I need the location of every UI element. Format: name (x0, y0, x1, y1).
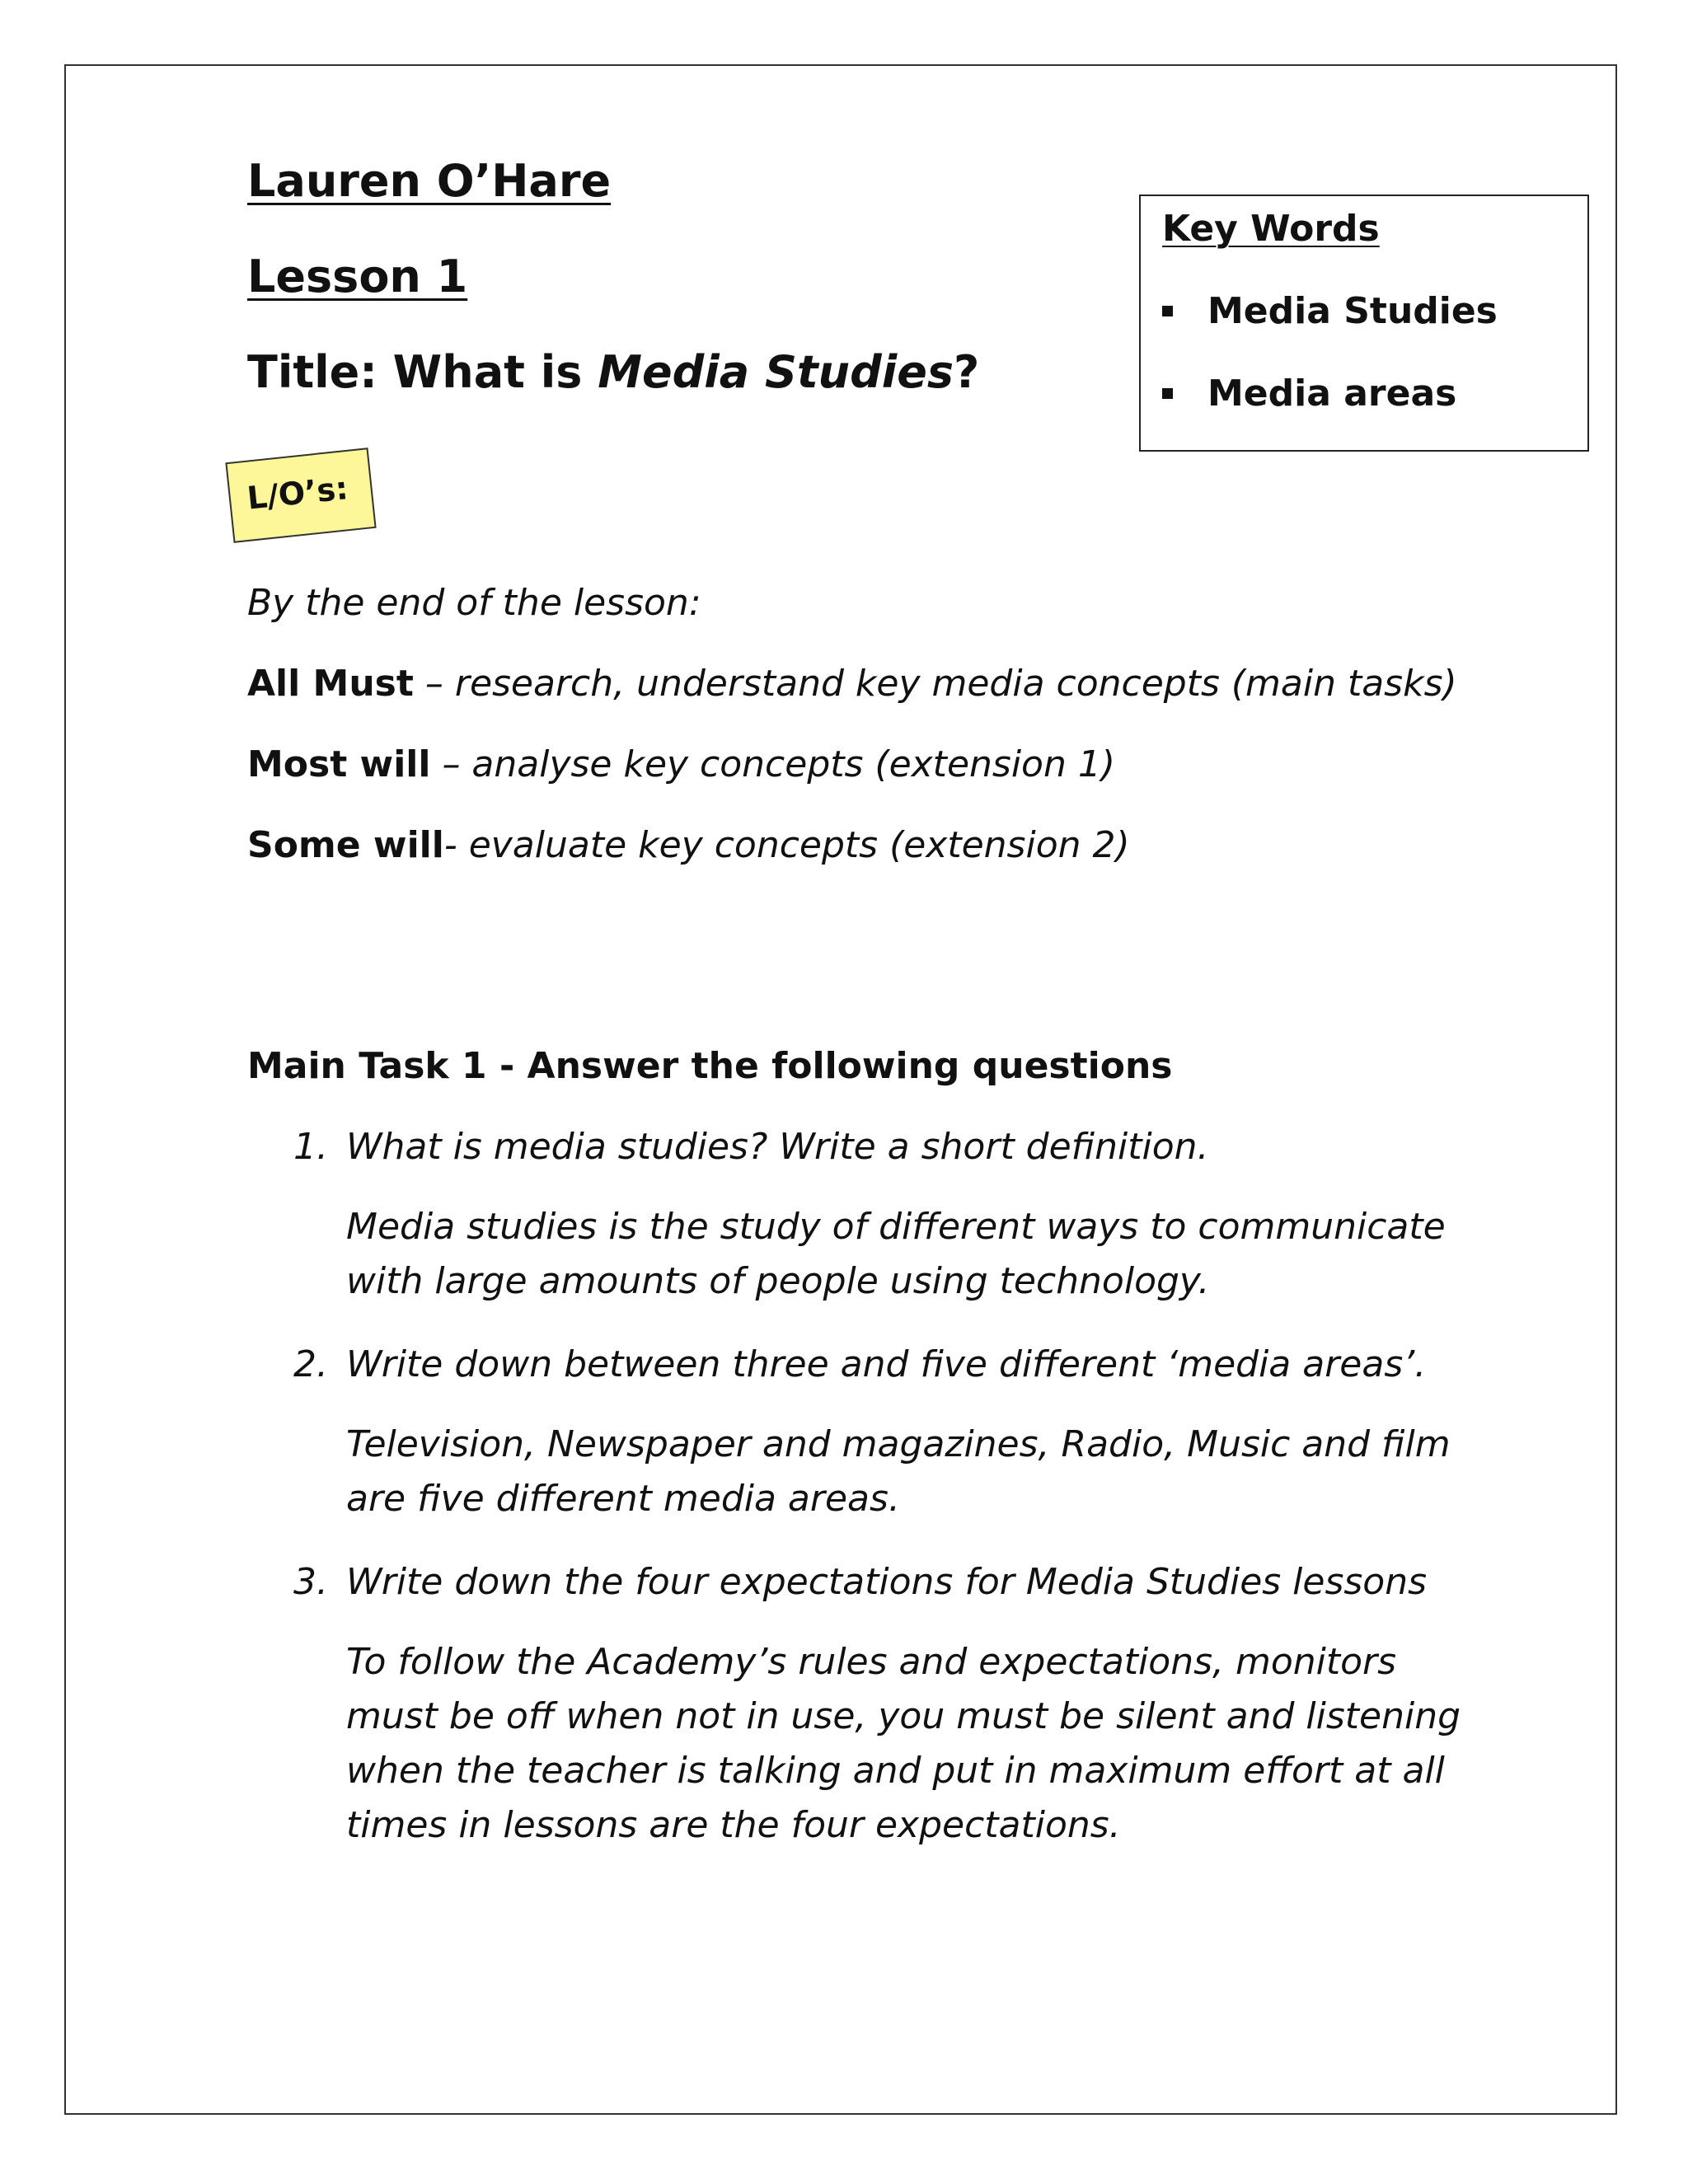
objective-lead: Most will (247, 743, 431, 785)
question-number: 2. (293, 1343, 328, 1385)
objective-text: – research, understand key media concepts (main tasks) (413, 663, 1457, 705)
square-bullet-icon (1162, 306, 1173, 316)
objectives-intro: By the end of the lesson: (247, 582, 701, 624)
objective-text: – analyse key concepts (extension 1) (430, 743, 1115, 785)
main-task-heading: Main Task 1 - Answer the following questions (247, 1045, 1173, 1087)
question-text: Write down the four expectations for Media Studies lessons (346, 1561, 1428, 1603)
key-word-text: Media Studies (1207, 290, 1498, 332)
question-number: 1. (293, 1126, 328, 1168)
answer-line: Media studies is the study of different ways to communicate (346, 1206, 1446, 1248)
question-text: What is media studies? Write a short definition. (346, 1126, 1209, 1168)
student-name: Lauren O’Hare (247, 155, 612, 207)
key-words-box (1139, 194, 1589, 452)
answer-line: times in lessons are the four expectations. (346, 1804, 1121, 1846)
objective-text: - evaluate key concepts (extension 2) (443, 824, 1130, 866)
answer-text (346, 1200, 1517, 1309)
question-text: Write down between three and five different ‘media areas’. (346, 1343, 1427, 1385)
lesson-number: Lesson 1 (247, 251, 468, 302)
question-number: 3. (293, 1561, 328, 1603)
learning-objectives-sticky-note (225, 448, 376, 543)
answer-line: with large amounts of people using technology. (346, 1260, 1210, 1302)
key-word-item (1162, 373, 1456, 415)
objective-lead: Some will (247, 824, 444, 866)
answer-text (346, 1418, 1517, 1526)
objective-line (247, 743, 1115, 785)
objective-lead: All Must (247, 663, 414, 705)
title-suffix: ? (954, 346, 980, 398)
square-bullet-icon (1162, 388, 1173, 399)
objective-line (247, 663, 1457, 705)
lesson-title (247, 346, 979, 398)
objective-line (247, 824, 1130, 866)
answer-text (346, 1635, 1517, 1853)
answer-line: are five different media areas. (346, 1478, 900, 1520)
sticky-note-label: L/O’s: (245, 470, 350, 517)
title-prefix: Title: What is (247, 346, 598, 398)
answer-line: To follow the Academy’s rules and expectations, monitors (346, 1641, 1397, 1683)
key-words-heading: Key Words (1162, 208, 1380, 250)
answer-line: when the teacher is talking and put in maximum effort at all (346, 1750, 1445, 1792)
title-emphasis: Media Studies (598, 346, 954, 398)
key-word-text: Media areas (1207, 373, 1457, 415)
answer-line: must be off when not in use, you must be silent and listening (346, 1695, 1461, 1737)
answer-line: Television, Newspaper and magazines, Radio, Music and film (346, 1423, 1451, 1465)
key-word-item (1162, 290, 1498, 332)
